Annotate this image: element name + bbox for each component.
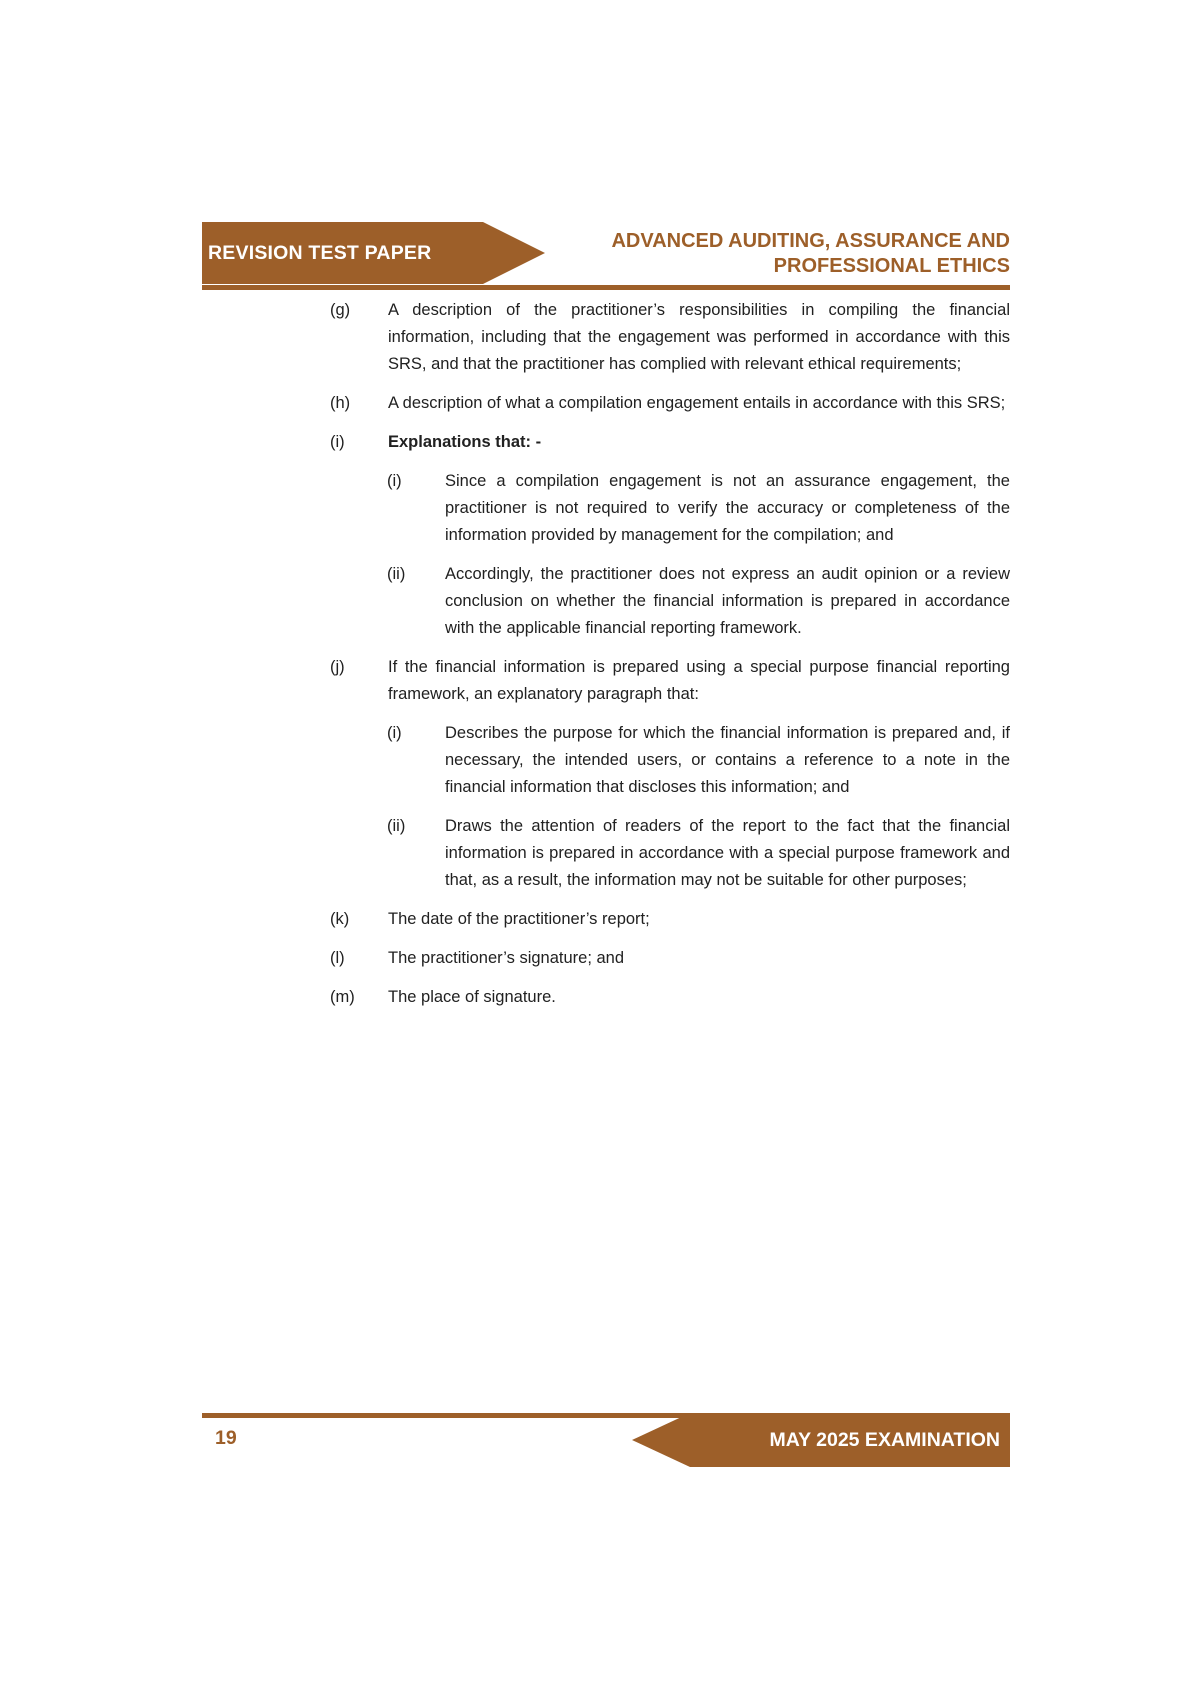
list-item-text: The date of the practitioner’s report;	[388, 910, 650, 928]
list-item-marker: (g)	[330, 301, 351, 319]
list-item	[202, 813, 1010, 894]
list-item-text: The practitioner’s signature; and	[388, 949, 625, 967]
document-title-line1: ADVANCED AUDITING, ASSURANCE AND	[611, 230, 1010, 252]
list-item-marker: (i)	[330, 433, 345, 451]
list-item	[202, 390, 1010, 417]
list-item-marker: (l)	[330, 949, 345, 967]
list-item	[202, 297, 1010, 378]
list-item-text: The place of signature.	[388, 988, 556, 1006]
document-title-line2: PROFESSIONAL ETHICS	[773, 255, 1010, 277]
list-item-marker: (ii)	[387, 817, 406, 835]
list-item	[202, 906, 1010, 933]
header-rule	[202, 285, 1010, 290]
list-item-marker: (i)	[387, 724, 402, 742]
list-item-text: Draws the attention of readers of the report to the fact that the financial information is prepared in accordance with a special purpose framework and that, as a result, the information may not be suitable for other purposes;	[445, 817, 1010, 889]
list-item-text: Accordingly, the practitioner does not express an audit opinion or a review conclusion on whether the financial information is prepared in accordance with the applicable financial reporting framework.	[445, 565, 1010, 637]
list-item	[202, 945, 1010, 972]
revision-test-paper-banner	[202, 222, 483, 284]
examination-banner-label: MAY 2025 EXAMINATION	[769, 1428, 1000, 1451]
list-item-text: A description of the practitioner’s responsibilities in compiling the financial information, including that the engagement was performed in accordance with this SRS, and that the practitioner has complied with relevant ethical requirements;	[388, 301, 1010, 373]
page-number: 19	[215, 1427, 237, 1449]
list-item-text: Since a compilation engagement is not an assurance engagement, the practitioner is not required to verify the accuracy or completeness of the information provided by management for the compilation; and	[445, 472, 1010, 544]
list-item	[202, 654, 1010, 708]
list-item	[202, 720, 1010, 801]
list-item	[202, 468, 1010, 549]
list-item-marker: (h)	[330, 394, 351, 412]
list-item-marker: (i)	[387, 472, 402, 490]
document-body	[202, 297, 1010, 1023]
document-title	[611, 229, 1010, 284]
list-item-marker: (ii)	[387, 565, 406, 583]
list-item-marker: (j)	[330, 658, 345, 676]
banner-label: REVISION TEST PAPER	[208, 241, 432, 264]
page-header	[202, 222, 1010, 290]
list-item	[202, 984, 1010, 1011]
list-item	[202, 429, 1010, 456]
list-item-text: Describes the purpose for which the financial information is prepared and, if necessary, the intended users, or contains a reference to a note in the financial information that discloses this information; and	[445, 724, 1010, 796]
list-item-marker: (k)	[330, 910, 350, 928]
list-item-text: If the financial information is prepared using a special purpose financial reporting framework, an explanatory paragraph that:	[388, 658, 1010, 703]
page-footer	[202, 1413, 1010, 1450]
list-item-text: A description of what a compilation engagement entails in accordance with this SRS;	[388, 394, 1006, 412]
list-item	[202, 561, 1010, 642]
list-item-marker: (m)	[330, 988, 355, 1006]
examination-banner	[690, 1413, 1010, 1467]
list-item-text: Explanations that: -	[388, 433, 542, 451]
